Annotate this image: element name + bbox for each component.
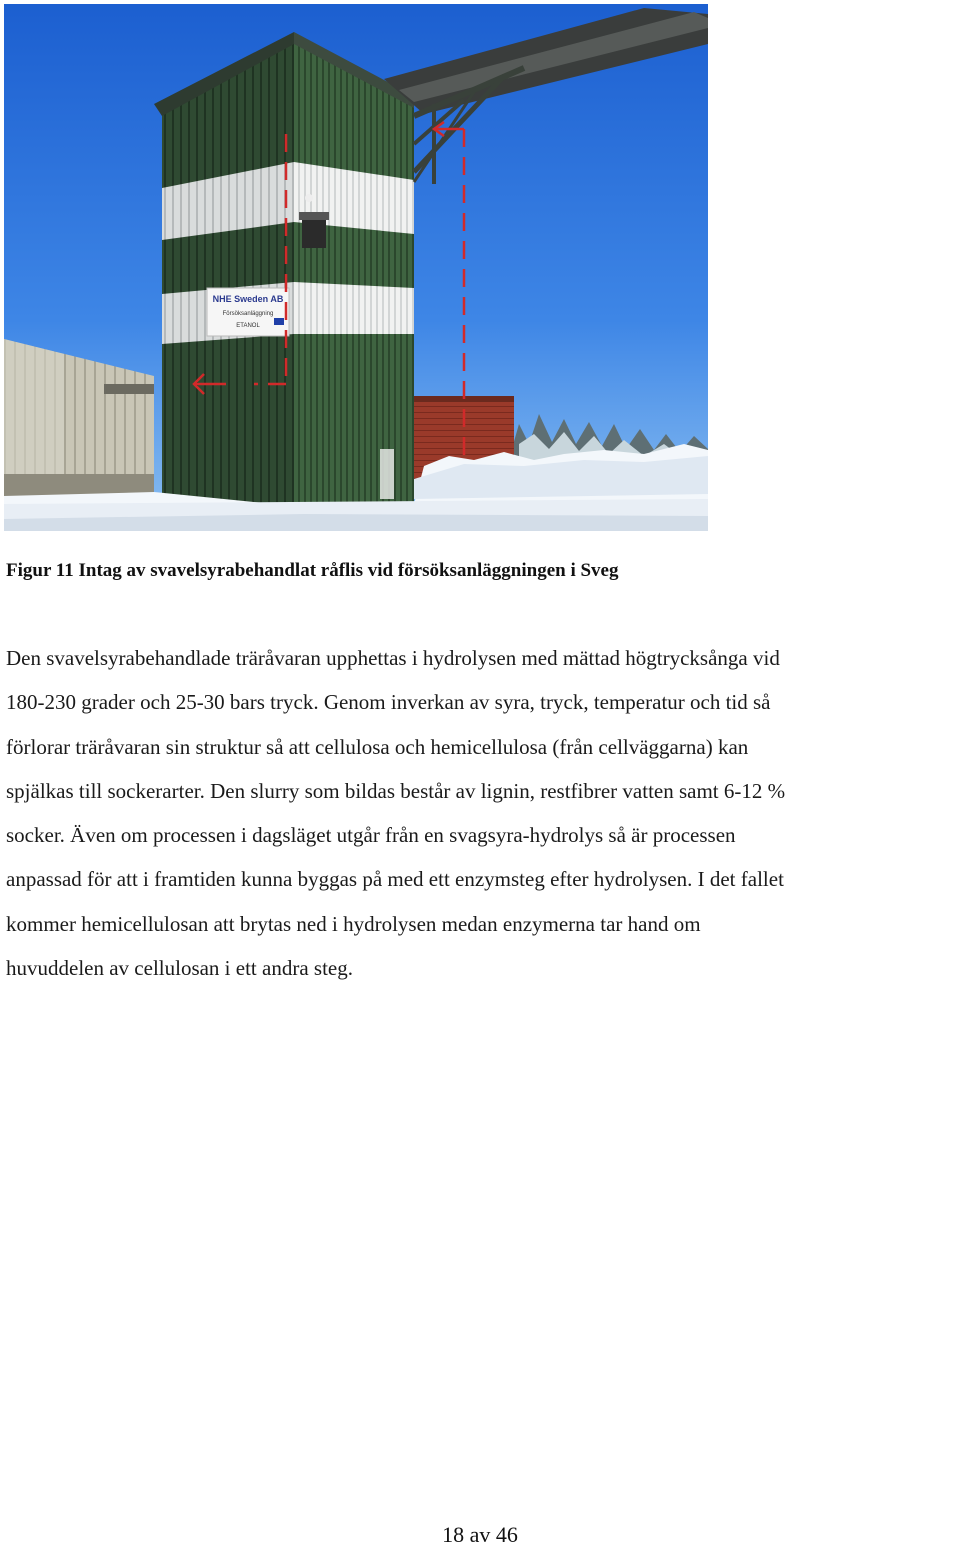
paragraph-line: socker. Även om processen i dagsläget utgår från en svagsyra-hydrolys så är processen: [6, 823, 736, 848]
paragraph-line: 180-230 grader och 25-30 bars tryck. Genom inverkan av syra, tryck, temperatur och tid så: [6, 690, 771, 715]
body-paragraph: [6, 636, 960, 990]
paragraph-line: spjälkas till sockerarter. Den slurry som bildas består av lignin, restfibrer vatten samt 6-12 %: [6, 778, 786, 803]
figure-caption: Figur 11 Intag av svavelsyrabehandlat råflis vid försöksanläggningen i Sveg: [6, 560, 619, 581]
paragraph-line: kommer hemicellulosan att brytas ned i hydrolysen medan enzymerna tar hand om: [6, 911, 701, 936]
photo-figure: [4, 4, 708, 531]
paragraph-line: huvuddelen av cellulosan i ett andra steg.: [6, 956, 353, 981]
sign-line-2: Försöksanläggning: [222, 311, 274, 317]
paragraph-line: Den svavelsyrabehandlade träråvaran upphettas i hydrolysen med mättad högtrycksånga vid: [6, 646, 780, 670]
sign-line-1: NHE Sweden AB: [212, 294, 284, 304]
page-number: 18 av 46: [442, 1522, 518, 1547]
sign-line-3: ETANOL: [236, 323, 260, 329]
paragraph-line: förlorar träråvaran sin struktur så att cellulosa och hemicellulosa (från cellväggarna) kan: [6, 734, 749, 759]
paragraph-line: anpassad för att i framtiden kunna byggas på med ett enzymsteg efter hydrolysen. I det fallet: [6, 867, 784, 892]
photo-illustration: [4, 4, 708, 531]
